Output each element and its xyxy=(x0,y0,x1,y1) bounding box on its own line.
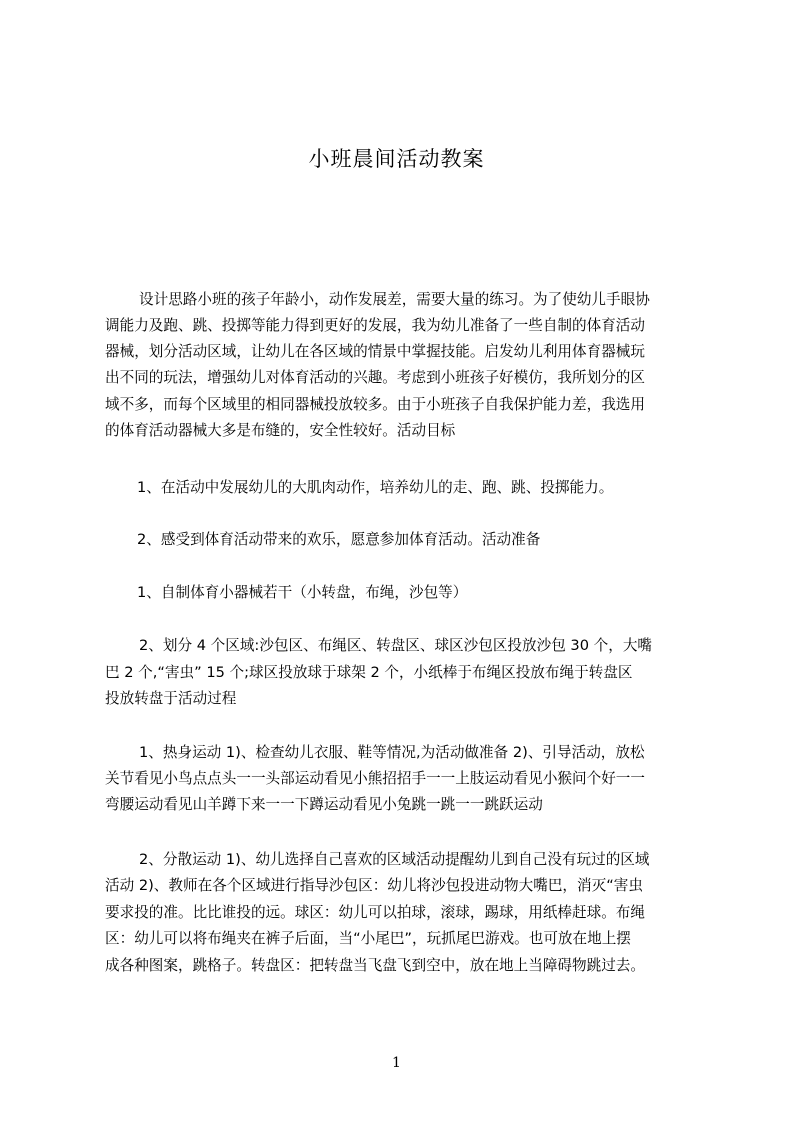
prep-item-1: 1、自制体育小器械若干（小转盘，布绳，沙包等） xyxy=(137,584,468,601)
text-line: 区：幼儿可以将布绳夹在裤子后面，当“小尾巴”，玩抓尾巴游戏。也可放在地上摆 xyxy=(105,930,631,947)
document-title: 小班晨间活动教案 xyxy=(308,147,485,171)
page-number: 1 xyxy=(392,1055,401,1071)
goal-item-1: 1、在活动中发展幼儿的大肌肉动作，培养幼儿的走、跑、跳、投掷能力。 xyxy=(137,479,614,496)
text-line: 域不多，而每个区域里的相同器械投放较多。由于小班孩子自我保护能力差，我选用 xyxy=(105,396,645,413)
text-line: 出不同的玩法，增强幼儿对体育活动的兴趣。考虑到小班孩子好模仿，我所划分的区 xyxy=(105,369,645,386)
text-line: 2、分散运动 1)、幼儿选择自己喜欢的区域活动提醒幼儿到自己没有玩过的区域 xyxy=(139,851,650,868)
text-line: 活动 2)、教师在各个区域进行指导沙包区：幼儿将沙包投进动物大嘴巴，消灭“害虫 xyxy=(105,877,643,894)
text-line: 投放转盘于活动过程 xyxy=(105,690,237,707)
text-line: 设计思路小班的孩子年龄小，动作发展差，需要大量的练习。为了使幼儿手眼协 xyxy=(139,291,650,308)
text-line: 巴 2 个,“害虫” 15 个;球区投放球于球架 2 个，小纸棒于布绳区投放布绳于转盘区 xyxy=(105,664,633,681)
text-line: 调能力及跑、跳、投掷等能力得到更好的发展，我为幼儿准备了一些自制的体育活动 xyxy=(105,317,645,334)
text-line: 器械，划分活动区域，让幼儿在各区域的情景中掌握技能。启发幼儿利用体育器械玩 xyxy=(105,343,645,360)
text-line: 1、热身运动 1)、检查幼儿衣服、鞋等情况,为活动做准备 2)、引导活动，放松 xyxy=(139,744,645,761)
text-line: 2、划分 4 个区域:沙包区、布绳区、转盘区、球区沙包区投放沙包 30 个，大嘴 xyxy=(139,637,653,654)
text-line: 弯腰运动看见山羊蹲下来一一下蹲运动看见小兔跳一跳一一跳跃运动 xyxy=(105,796,543,813)
text-line: 关节看见小鸟点点头一一头部运动看见小熊招招手一一上肢运动看见小猴问个好一一 xyxy=(105,770,645,787)
text-line: 要求投的准。比比谁投的远。球区：幼儿可以拍球，滚球，踢球，用纸棒赶球。布绳 xyxy=(105,904,645,921)
text-line: 的体育活动器械大多是布缝的，安全性较好。活动目标 xyxy=(105,422,456,439)
goal-item-2: 2、感受到体育活动带来的欢乐，愿意参加体育活动。活动准备 xyxy=(137,531,541,548)
text-line: 成各种图案，跳格子。转盘区：把转盘当飞盘飞到空中，放在地上当障碍物跳过去。 xyxy=(105,957,645,974)
